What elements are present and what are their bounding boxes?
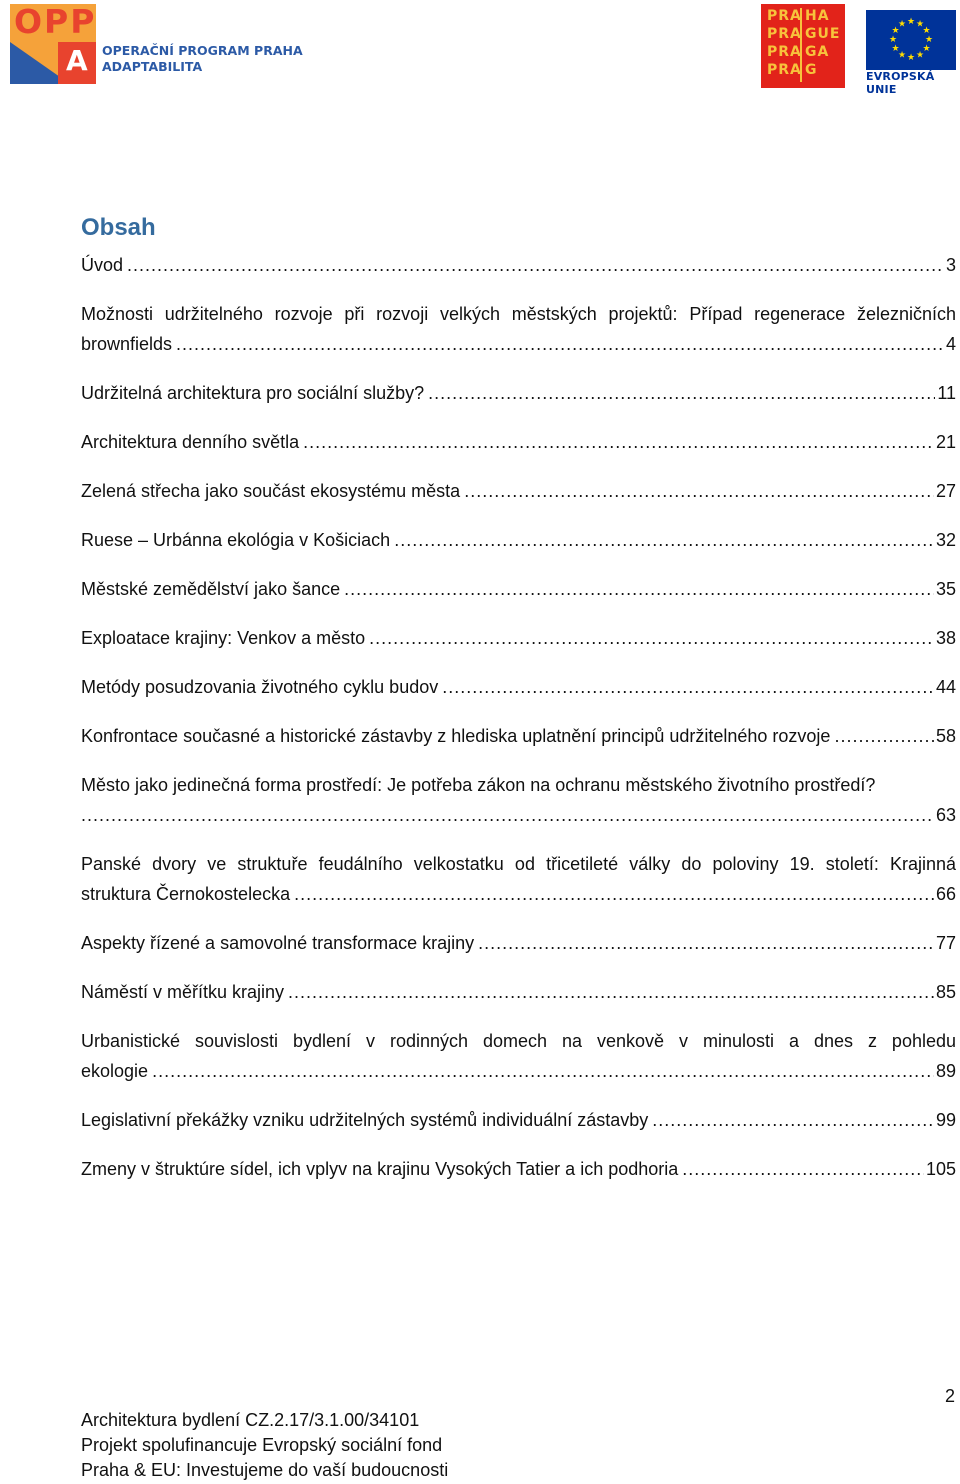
- toc-leader-dots: [394, 525, 934, 555]
- eu-logo: [866, 10, 958, 96]
- toc-entry-page: 77: [935, 933, 956, 953]
- toc-entry[interactable]: [81, 672, 956, 702]
- toc-entry[interactable]: [81, 1026, 956, 1086]
- toc-leader-dots: [682, 1154, 924, 1184]
- toc-entry-title: Úvod: [81, 255, 124, 275]
- toc-entry[interactable]: [81, 1105, 956, 1135]
- toc-entry[interactable]: [81, 476, 956, 506]
- toc-heading: Obsah: [81, 214, 156, 241]
- eu-stars-icon: [866, 10, 956, 70]
- footer-line-funding: Projekt spolufinancuje Evropský sociální fond: [81, 1435, 443, 1455]
- oppa-logo-title: [102, 43, 303, 75]
- toc-entry-page: 44: [935, 677, 956, 697]
- praha-logo-cell: PRA: [767, 44, 802, 60]
- eu-flag-icon: [866, 10, 956, 70]
- toc-entry-page: 4: [945, 334, 956, 354]
- toc-entry[interactable]: [81, 427, 956, 457]
- toc-entry[interactable]: [81, 378, 956, 408]
- toc-entry[interactable]: [81, 977, 956, 1007]
- toc-leader-dots: [303, 427, 934, 457]
- praha-logo-cell: PRA: [767, 26, 802, 42]
- praha-logo-cell: HA: [805, 8, 830, 24]
- toc-leader-dots: [442, 672, 934, 702]
- toc-entry-title: Zmeny v štruktúre sídel, ich vplyv na krajinu Vysokých Tatier a ich podhoria: [81, 1159, 679, 1179]
- svg-text:★: ★: [906, 53, 916, 63]
- toc-entry-title: Legislativní překážky vzniku udržitelných systémů individuální zástavby: [81, 1110, 649, 1130]
- toc-entry-title: Aspekty řízené a samovolné transformace krajiny: [81, 933, 475, 953]
- toc-entry-title: Ruese – Urbánna ekológia v Košiciach: [81, 530, 391, 550]
- praha-logo: [761, 4, 845, 88]
- toc-leader-dots: [428, 378, 935, 408]
- toc-entry-page: 85: [935, 982, 956, 1002]
- toc-leader-dots: [152, 1056, 934, 1086]
- svg-text:★: ★: [915, 50, 925, 61]
- toc-entry-title: Konfrontace současné a historické zástavby z hlediska uplatnění principů udržitelného rozvoje: [81, 726, 831, 746]
- toc-leader-dots: [127, 250, 944, 280]
- toc-entry-page: 35: [935, 579, 956, 599]
- toc-entry-title-line: Panské dvory ve struktuře feudálního velkostatku od třicetileté války do poloviny 19. století: Krajinná: [81, 854, 956, 874]
- toc-entry-title: Metódy posudzovania životného cyklu budov: [81, 677, 439, 697]
- toc-leader-dots: [288, 977, 934, 1007]
- toc-entry-page: 105: [925, 1159, 956, 1179]
- toc-entry-page: 3: [945, 255, 956, 275]
- toc-entry[interactable]: [81, 299, 956, 359]
- toc-entry-page: 66: [935, 884, 956, 904]
- footer-line-slogan: Praha & EU: Investujeme do vaší budoucnosti: [81, 1460, 449, 1480]
- toc-entry-title: Náměstí v měřítku krajiny: [81, 982, 285, 1002]
- toc-entry-title-line: Urbanistické souvislosti bydlení v rodinných domech na venkově v minulosti a dnes z pohledu: [81, 1031, 956, 1051]
- praha-logo-grid: [767, 8, 843, 78]
- svg-text:★: ★: [906, 17, 916, 27]
- praha-logo-cell: PRA: [767, 8, 802, 24]
- toc-leader-dots: [478, 928, 934, 958]
- toc-entry[interactable]: [81, 525, 956, 555]
- toc-entry-page: 11: [937, 383, 956, 403]
- toc-entry-page: 38: [935, 628, 956, 648]
- page-number: 2: [944, 1386, 955, 1406]
- oppa-logo: [8, 4, 308, 88]
- toc-entry-title: Exploatace krajiny: Venkov a město: [81, 628, 366, 648]
- toc-entry-title-line: Možnosti udržitelného rozvoje při rozvoji velkých městských projektů: Případ regenerace železničních: [81, 304, 956, 324]
- toc-entry-title: Architektura denního světla: [81, 432, 300, 452]
- toc-leader-dots: [81, 800, 934, 830]
- toc-entry-page: 27: [935, 481, 956, 501]
- footer: [81, 1408, 448, 1483]
- toc-entry[interactable]: [81, 721, 956, 751]
- toc-entry-title-line: brownfields: [81, 334, 173, 354]
- svg-text:★: ★: [897, 50, 907, 61]
- toc-entry-title: Městské zemědělství jako šance: [81, 579, 341, 599]
- toc-entry-title: Město jako jedinečná forma prostředí: Je potřeba zákon na ochranu městského životního prostředí?: [81, 775, 876, 795]
- toc-entry[interactable]: [81, 928, 956, 958]
- oppa-logo-letters: OPP: [14, 2, 97, 41]
- footer-line-project: Architektura bydlení CZ.2.17/3.1.00/34101: [81, 1410, 420, 1430]
- praha-logo-cell: G: [805, 62, 818, 78]
- toc-entry-page: 89: [935, 1061, 956, 1081]
- toc-entry[interactable]: [81, 1154, 956, 1184]
- toc-leader-dots: [294, 879, 934, 909]
- svg-text:★: ★: [922, 44, 931, 54]
- toc-entry-title-line: struktura Černokostelecka: [81, 884, 291, 904]
- toc-leader-dots: [369, 623, 934, 653]
- toc-entry-page: 21: [935, 432, 956, 452]
- oppa-logo-mark: [10, 4, 96, 84]
- toc-leader-dots: [834, 721, 934, 751]
- svg-text:★: ★: [915, 19, 925, 30]
- oppa-logo-letter-a: A: [66, 44, 88, 77]
- toc-leader-dots: [176, 329, 944, 359]
- toc-entry[interactable]: [81, 623, 956, 653]
- toc-leader-dots: [344, 574, 934, 604]
- svg-text:★: ★: [891, 26, 900, 36]
- table-of-contents: [81, 250, 956, 1184]
- oppa-logo-title-line2: ADAPTABILITA: [102, 59, 203, 74]
- toc-entry[interactable]: [81, 849, 956, 909]
- oppa-logo-title-line1: OPERAČNÍ PROGRAM PRAHA: [102, 43, 303, 58]
- toc-entry-page: 32: [935, 530, 956, 550]
- toc-entry-page: 63: [935, 805, 956, 825]
- svg-text:★: ★: [897, 19, 907, 30]
- praha-logo-cell: PRA: [767, 62, 802, 78]
- svg-text:★: ★: [922, 26, 931, 36]
- praha-logo-cell: GUE: [805, 26, 841, 42]
- svg-text:★: ★: [924, 35, 934, 45]
- toc-entry[interactable]: [81, 770, 956, 830]
- toc-entry-title-line: ekologie: [81, 1061, 149, 1081]
- toc-entry-page: 99: [935, 1110, 956, 1130]
- eu-logo-label: EVROPSKÁ UNIE: [866, 70, 935, 96]
- toc-leader-dots: [652, 1105, 934, 1135]
- toc-leader-dots: [464, 476, 934, 506]
- toc-entry[interactable]: [81, 574, 956, 604]
- toc-entry-title: Udržitelná architektura pro sociální služby?: [81, 383, 425, 403]
- toc-entry-page: 58: [935, 726, 956, 746]
- praha-logo-cell: GA: [805, 44, 830, 60]
- svg-text:★: ★: [888, 35, 898, 45]
- toc-entry[interactable]: [81, 250, 956, 280]
- toc-entry-title: Zelená střecha jako součást ekosystému města: [81, 481, 461, 501]
- svg-text:★: ★: [891, 44, 900, 54]
